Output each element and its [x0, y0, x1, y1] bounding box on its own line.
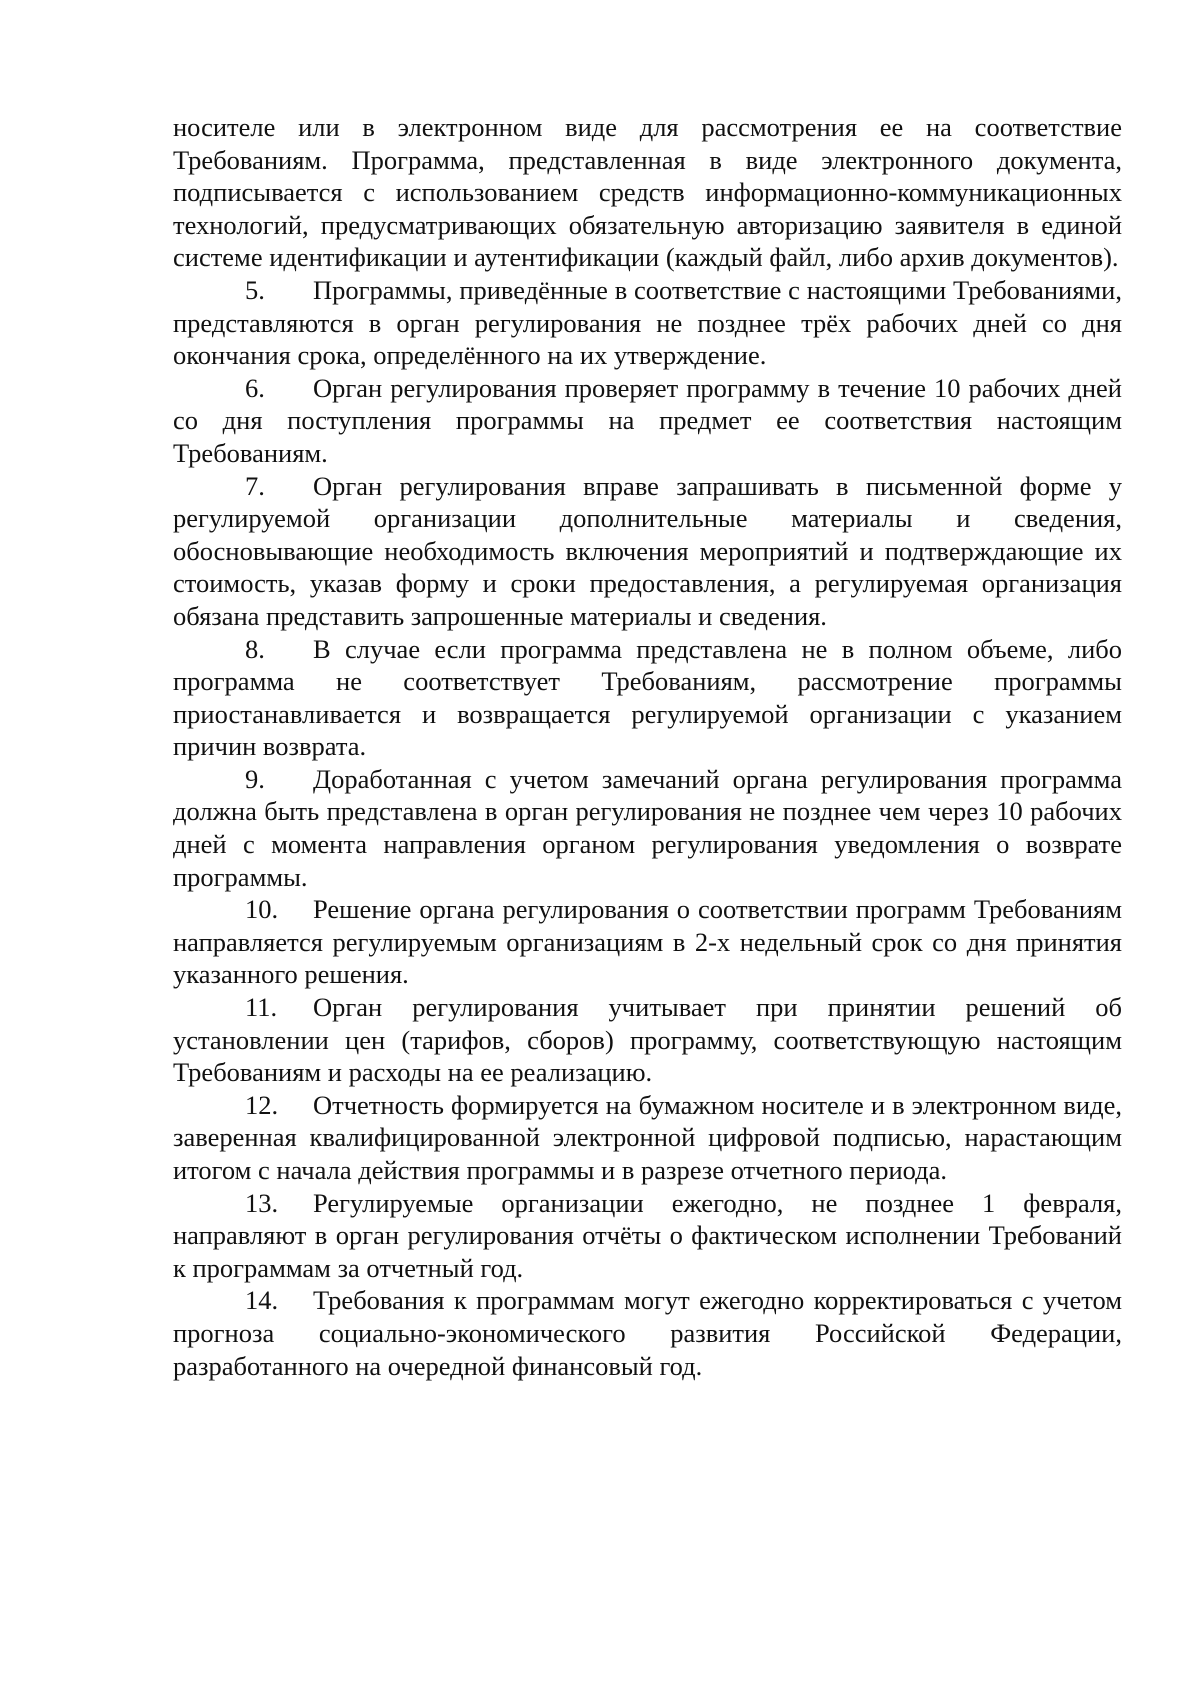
clause-text: Орган регулирования вправе запрашивать в письменной форме у регулируемой организации дополнительные материалы и сведения, обосновывающие необходимость включения мероприятий и подтверждающие их стоимость, указав форму и сроки предоставления, а регулируемая организация обязана представить запрошенные материалы и сведения.	[173, 470, 1122, 631]
clause-14	[173, 1284, 1122, 1382]
clause-number: 5.	[245, 274, 265, 305]
clause-8	[173, 633, 1122, 763]
clause-6	[173, 372, 1122, 470]
clause-text: Орган регулирования учитывает при принятии решений об установлении цен (тарифов, сборов) программу, соответствующую настоящим Требованиям и расходы на ее реализацию.	[173, 992, 1122, 1088]
clause-10	[173, 893, 1122, 991]
clause-9	[173, 763, 1122, 893]
clause-text: Решение органа регулирования о соответствии программ Требованиям направляется регулируемым организациям в 2-х недельный срок со дня принятия указанного решения.	[173, 894, 1122, 990]
clause-number: 11.	[245, 992, 278, 1023]
clause-number: 13.	[245, 1187, 279, 1218]
clause-number: 12.	[245, 1089, 279, 1120]
document-page	[173, 111, 1122, 1382]
clause-text: Регулируемые организации ежегодно, не позднее 1 февраля, направляют в орган регулирования отчёты о фактическом исполнении Требований к программам за отчетный год.	[173, 1187, 1122, 1283]
clause-12	[173, 1089, 1122, 1187]
clause-number: 6.	[245, 372, 265, 403]
clause-text: Программы, приведённые в соответствие с настоящими Требованиями, представляются в орган регулирования не позднее трёх рабочих дней со дня окончания срока, определённого на их утверждение.	[173, 274, 1122, 371]
clause-number: 7.	[245, 470, 265, 501]
clause-text: Требования к программам могут ежегодно корректироваться с учетом прогноза социально-экономического развития Российской Федерации, разработанного на очередной финансовый год.	[173, 1285, 1122, 1381]
clause-number: 10.	[245, 894, 279, 925]
clause-number: 14.	[245, 1285, 279, 1316]
intro-paragraph: носителе или в электронном виде для рассмотрения ее на соответствие Требованиям. Программа, представленная в виде электронного документа, подписывается с использованием средств информационно-коммуникационных технологий, предусматривающих обязательную авторизацию заявителя в единой системе идентификации и аутентификации (каждый файл, либо архив документов).	[173, 112, 1122, 273]
clause-text: В случае если программа представлена не в полном объеме, либо программа не соответствует Требованиям, рассмотрение программы приостанавливается и возвращается регулируемой организации с указанием причин возврата.	[173, 633, 1122, 762]
clause-7	[173, 470, 1122, 633]
clause-text: Доработанная с учетом замечаний органа регулирования программа должна быть представлена в орган регулирования не позднее чем через 10 рабочих дней с момента направления органом регулирования уведомления о возврате программы.	[173, 763, 1122, 892]
clause-number: 8.	[245, 633, 265, 664]
clause-text: Орган регулирования проверяет программу в течение 10 рабочих дней со дня поступления программы на предмет ее соответствия настоящим Требованиям.	[173, 372, 1122, 468]
clause-11	[173, 991, 1122, 1089]
clause-text: Отчетность формируется на бумажном носителе и в электронном виде, заверенная квалифицированной электронной цифровой подписью, нарастающим итогом с начала действия программы и в разрезе отчетного периода.	[173, 1089, 1122, 1185]
clause-number: 9.	[245, 763, 265, 794]
clause-5	[173, 274, 1122, 372]
clause-13	[173, 1187, 1122, 1285]
